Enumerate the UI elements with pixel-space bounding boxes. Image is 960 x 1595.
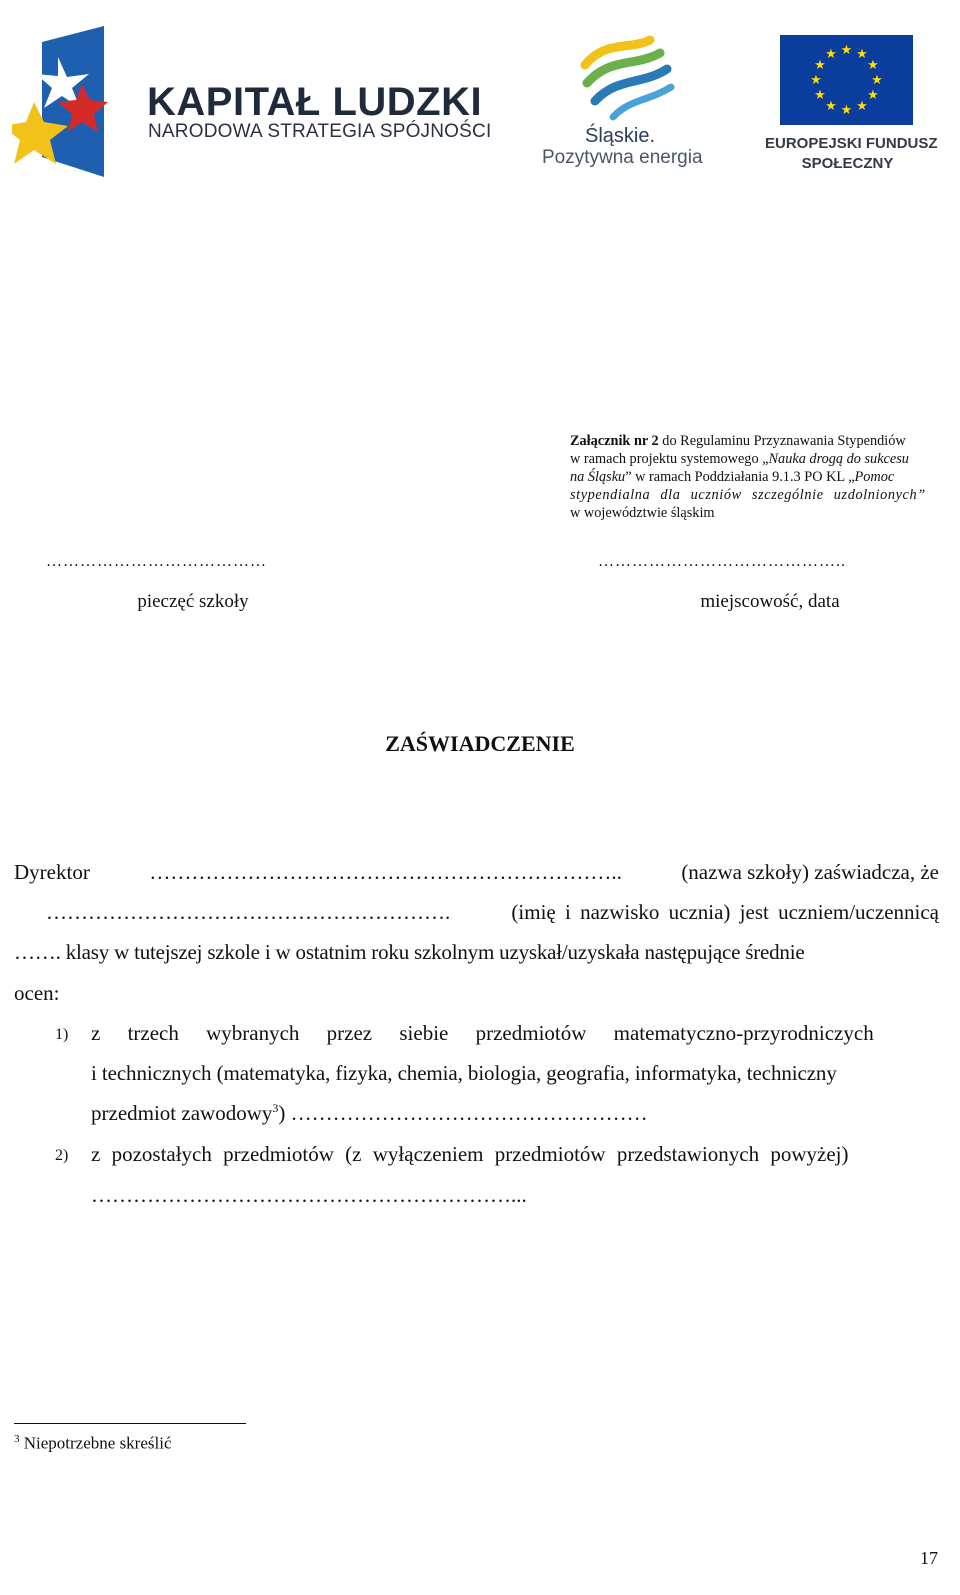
eu-flag-icon bbox=[780, 35, 913, 125]
efs-line2: SPOŁECZNY bbox=[801, 155, 894, 172]
item-1-number: 1) bbox=[55, 1026, 69, 1043]
annex-line-5: w województwie śląskim bbox=[570, 505, 715, 521]
svg-text:★: ★ bbox=[867, 88, 879, 103]
item-1-line-1 bbox=[91, 1021, 939, 1046]
item-2-line-2: ……………………………………………………... bbox=[91, 1183, 527, 1207]
body-l1-dots: ………………………………………………………….. bbox=[149, 860, 622, 884]
svg-text:★: ★ bbox=[840, 43, 853, 58]
item-1-l3-tail: ) …………………………………………… bbox=[278, 1101, 648, 1125]
annex-l1-rest: do Regulaminu Przyznawania Stypendiów bbox=[658, 433, 906, 449]
footnote bbox=[14, 1433, 172, 1454]
place-date-caption: miejscowość, data bbox=[700, 591, 840, 612]
body-l1-text: (nazwa szkoły) zaświadcza, że bbox=[681, 860, 939, 884]
item-1-l1-text: z trzech wybranych przez siebie przedmiotów matematyczno-przyrodniczych bbox=[91, 1021, 874, 1045]
slaskie-waves-icon bbox=[575, 35, 685, 125]
annex-line-1 bbox=[570, 432, 945, 450]
svg-text:★: ★ bbox=[856, 47, 868, 62]
page-number: 17 bbox=[920, 1548, 938, 1568]
item-2-number: 2) bbox=[55, 1147, 69, 1164]
annex-bold: Załącznik nr 2 bbox=[570, 433, 659, 449]
footnote-mark: 3 bbox=[14, 1433, 20, 1445]
annex-l2-a: w ramach projektu systemowego „ bbox=[570, 451, 769, 467]
annex-l3-rest: ” w ramach Poddziałania 9.1.3 PO KL „ bbox=[625, 469, 855, 485]
slaskie-tagline: Pozytywna energia bbox=[542, 147, 703, 168]
svg-text:★: ★ bbox=[856, 99, 868, 114]
annex-l3-italic1: na Śląsku bbox=[570, 469, 626, 485]
body-line-2 bbox=[46, 900, 939, 925]
svg-text:★: ★ bbox=[814, 88, 826, 103]
slaskie-logo bbox=[535, 35, 715, 185]
annex-note bbox=[570, 432, 945, 522]
efs-logo bbox=[765, 35, 940, 185]
svg-text:★: ★ bbox=[814, 58, 826, 73]
body-line-1 bbox=[14, 860, 939, 885]
kl-subtitle: NARODOWA STRATEGIA SPÓJNOŚCI bbox=[148, 121, 492, 142]
item-2-line-1: z pozostałych przedmiotów (z wyłączeniem przedmiotów przedstawionych powyżej) bbox=[91, 1142, 849, 1166]
school-stamp-caption: pieczęć szkoły bbox=[137, 591, 249, 612]
footnote-text: Niepotrzebne skreślić bbox=[19, 1433, 172, 1453]
body-l2-dots: …………………………………………………. bbox=[46, 900, 451, 924]
kapital-ludzki-logo bbox=[12, 22, 502, 182]
efs-line1: EUROPEJSKI FUNDUSZ bbox=[765, 135, 938, 152]
svg-text:★: ★ bbox=[867, 58, 879, 73]
annex-line-3 bbox=[570, 468, 945, 486]
svg-text:★: ★ bbox=[871, 73, 883, 88]
annex-l4-italic: stypendialna dla uczniów szczególnie uzdolnionych” bbox=[570, 487, 926, 503]
document-title: ZAŚWIADCZENIE bbox=[385, 731, 575, 756]
annex-line-2 bbox=[570, 450, 945, 468]
annex-l2-italic: Nauka drogą do sukcesu bbox=[768, 451, 909, 467]
svg-text:★: ★ bbox=[825, 47, 837, 62]
item-1-line-2: i technicznych (matematyka, fizyka, chemia, biologia, geografia, informatyka, techniczny bbox=[91, 1061, 837, 1085]
annex-l3-italic2: Pomoc bbox=[854, 469, 895, 485]
body-l2-text: (imię i nazwisko ucznia) jest uczniem/uczennicą bbox=[511, 900, 939, 924]
item-1-l3-text: przedmiot zawodowy bbox=[91, 1101, 273, 1125]
svg-text:★: ★ bbox=[825, 99, 837, 114]
footnote-ref: 3 bbox=[272, 1101, 279, 1115]
svg-text:★: ★ bbox=[810, 73, 822, 88]
svg-text:★: ★ bbox=[840, 103, 853, 118]
kl-title: KAPITAŁ LUDZKI bbox=[147, 80, 483, 124]
item-1-line-3 bbox=[91, 1101, 648, 1126]
body-line-3: ……. klasy w tutejszej szkole i w ostatnim roku szkolnym uzyskał/uzyskała następujące średnie bbox=[14, 940, 805, 964]
footnote-rule bbox=[14, 1423, 246, 1424]
school-stamp-line: ………………………………… bbox=[46, 553, 267, 570]
annex-line-4 bbox=[570, 486, 945, 504]
body-l1-label: Dyrektor bbox=[14, 860, 90, 884]
body-line-4: ocen: bbox=[14, 981, 60, 1005]
kapital-ludzki-emblem-icon bbox=[12, 22, 112, 182]
place-date-line: …………………………………….. bbox=[598, 553, 846, 570]
slaskie-name: Śląskie. bbox=[585, 125, 656, 147]
